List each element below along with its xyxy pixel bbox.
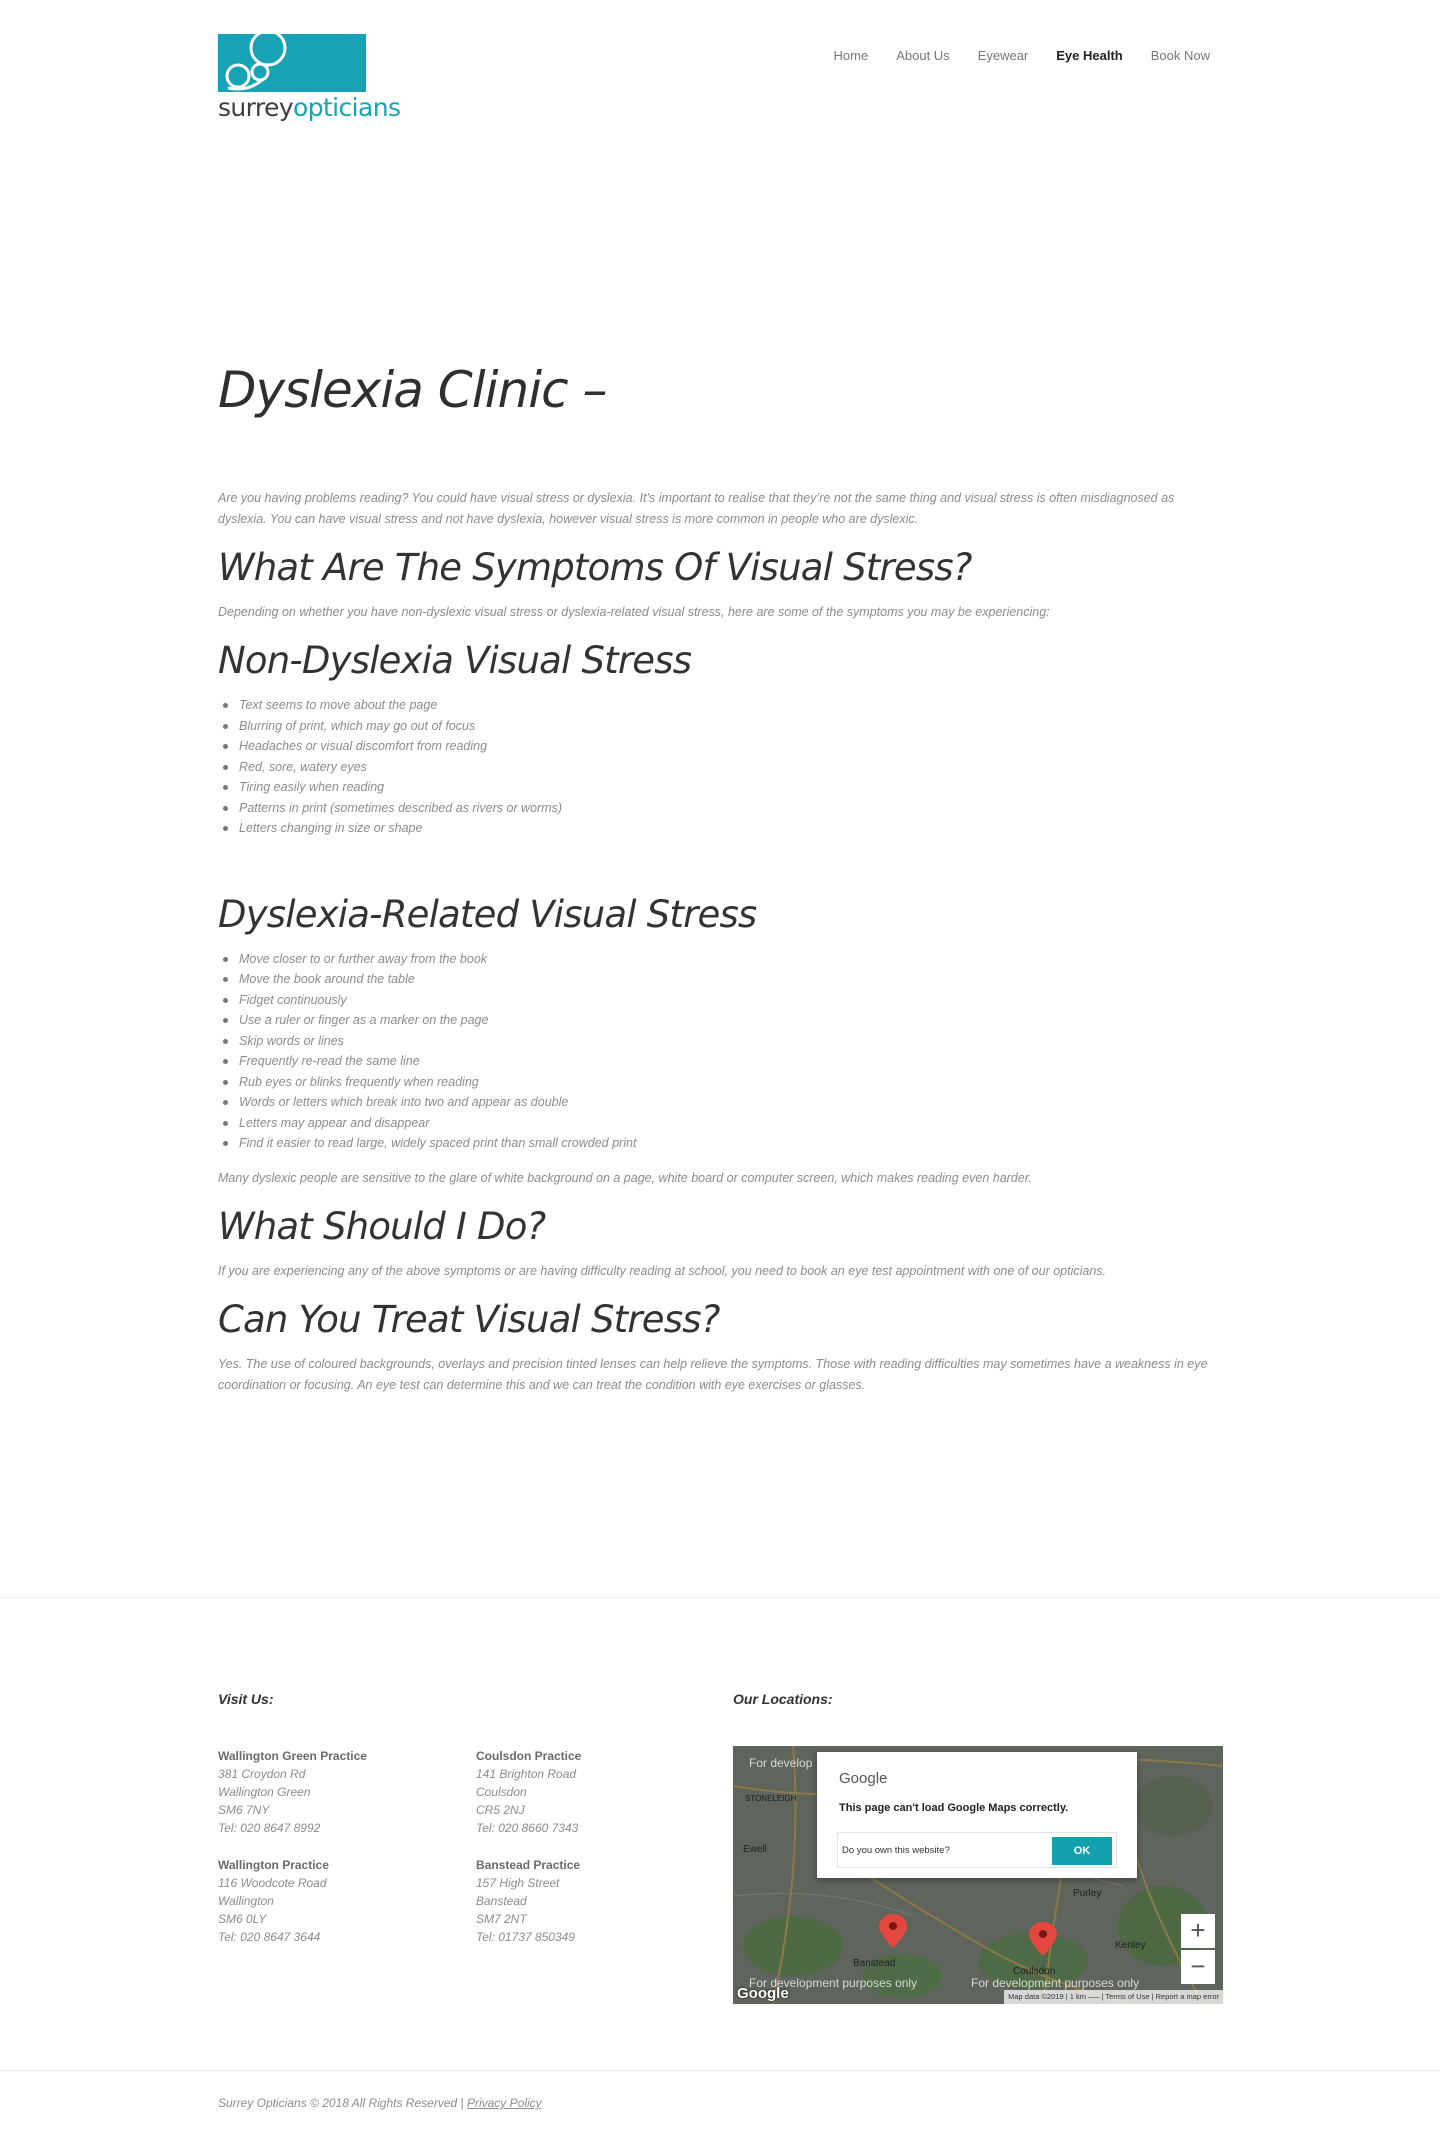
practice-phone: Tel: 020 8647 8992 [218,1821,321,1835]
ok-button[interactable]: OK [1052,1837,1112,1865]
copyright-text: Surrey Opticians © 2018 All Rights Reserved | [218,2096,464,2110]
list-item: Skip words or lines [221,1031,1222,1052]
footer-bottom-divider [0,2070,1440,2071]
nav-eyewear[interactable]: Eyewear [977,48,1029,63]
locations-map[interactable] [733,1746,1223,2004]
main-nav [806,48,1210,63]
footer-divider [0,1597,1440,1598]
logo-text-opticians: opticians [293,93,401,122]
map-place-label: Kenley [1115,1940,1146,1951]
zoom-out-button[interactable]: − [1181,1950,1215,1984]
practice-postcode: SM7 2NT [476,1912,527,1926]
map-dev-overlay: For development purposes only [749,1976,918,1990]
list-item: Rub eyes or blinks frequently when reading [221,1072,1222,1093]
nav-home[interactable]: Home [833,48,869,63]
list-item: Frequently re-read the same line [221,1051,1222,1072]
list-item: Move the book around the table [221,969,1222,990]
map-dev-overlay: For develop [749,1756,813,1770]
practice-address-line: 381 Croydon Rd [218,1767,306,1781]
practice-name: Coulsdon Practice [476,1749,582,1763]
list-item: Use a ruler or finger as a marker on the page [221,1010,1222,1031]
practice-address-line: 141 Brighton Road [476,1767,577,1781]
google-mark[interactable]: Google [737,1985,789,2002]
maps-error-dialog [817,1752,1137,1878]
nav-book-now[interactable]: Book Now [1150,48,1210,63]
list-item: Move closer to or further away from the book [221,949,1222,970]
practice-phone: Tel: 020 8647 3644 [218,1930,321,1944]
intro-paragraph: Are you having problems reading? You could have visual stress or dyslexia. It’s important to realise that they’re not the same thing and visual stress is often misdiagnosed as dyslexia. You can have visual stress and not have dyslexia, however visual stress is more common in people who are dyslexic. [218,491,1175,526]
dyslexia-related-list [221,949,1222,1154]
map-place-label: Ewell [743,1844,767,1855]
map-dev-overlay: For development purposes only [971,1976,1140,1990]
practice-address-line: 116 Woodcote Road [218,1876,327,1890]
site-header [0,0,1440,140]
practice-coulsdon [476,1747,706,1837]
practice-postcode: CR5 2NJ [476,1803,525,1817]
practice-name: Banstead Practice [476,1858,581,1872]
practice-name: Wallington Practice [218,1858,329,1872]
non-dyslexia-list [221,695,1222,839]
practice-address-line: Wallington [218,1894,274,1908]
practice-phone: Tel: 01737 850349 [476,1930,575,1944]
maps-error-row [837,1832,1117,1868]
list-item: Headaches or visual discomfort from reading [221,736,1222,757]
zoom-in-button[interactable]: + [1181,1914,1215,1948]
symptoms-paragraph: Depending on whether you have non-dyslexic visual stress or dyslexia-related visual stress, here are some of the symptoms you may be experiencing: [218,605,1050,619]
google-logo: Google [839,1770,888,1787]
practice-wallington-green [218,1747,448,1837]
what-should-i-do-paragraph: If you are experiencing any of the above symptoms or are having difficulty reading at school, you need to book an eye test appointment with one of our opticians. [218,1263,1107,1278]
symptoms-heading: What Are The Symptoms Of Visual Stress? [218,546,972,589]
logo-wordmark [218,94,400,122]
map-place-label: Banstead [853,1958,896,1969]
own-website-question: Do you own this website? [842,1845,950,1856]
map-place-label: Purley [1073,1888,1102,1899]
list-item: Find it easier to read large, widely spaced print than small crowded print [221,1133,1222,1154]
practice-postcode: SM6 0LY [218,1912,267,1926]
what-should-i-do-heading: What Should I Do? [218,1204,546,1248]
list-item: Fidget continuously [221,990,1222,1011]
map-place-label: Coulsdon [1013,1966,1056,1977]
practice-wallington [218,1856,448,1946]
map-attribution[interactable]: Map data ©2019 | 1 km ⎯⎯⎯ | Terms of Use | Report a map error [1004,1990,1223,2004]
nav-about-us[interactable]: About Us [896,48,950,63]
practice-address-line: 157 High Street [476,1876,560,1890]
visit-us-heading: Visit Us: [218,1691,274,1707]
list-item: Words or letters which break into two and appear as double [221,1092,1222,1113]
practice-phone: Tel: 020 8660 7343 [476,1821,579,1835]
maps-error-message: This page can't load Google Maps correctly. [839,1802,1069,1814]
practice-banstead [476,1856,706,1946]
list-item: Letters may appear and disappear [221,1113,1222,1134]
dyslexia-related-heading: Dyslexia-Related Visual Stress [218,892,757,936]
list-item: Text seems to move about the page [221,695,1222,716]
treat-heading: Can You Treat Visual Stress? [218,1297,720,1341]
page-title: Dyslexia Clinic – [218,361,607,419]
nav-eye-health[interactable]: Eye Health [1056,48,1123,63]
list-item: Red, sore, watery eyes [221,757,1222,778]
logo-text-surrey: surrey [218,93,294,122]
glare-paragraph: Many dyslexic people are sensitive to the glare of white background on a page, white board or computer screen, which makes reading even harder. [218,1170,1032,1185]
practice-address-line: Banstead [476,1894,527,1908]
list-item: Tiring easily when reading [221,777,1222,798]
list-item: Blurring of print, which may go out of focus [221,716,1222,737]
main-content [218,360,1222,1396]
treat-paragraph: Yes. The use of coloured backgrounds, overlays and precision tinted lenses can help relieve the symptoms. Those with reading difficulties may sometimes have a weakness in eye coordination or focusing. An eye test can determine this and we can treat the condition with eye exercises or glasses. [218,1356,1208,1392]
practice-address-line: Coulsdon [476,1785,527,1799]
site-logo[interactable] [218,34,401,124]
our-locations-heading: Our Locations: [733,1691,833,1707]
list-item: Patterns in print (sometimes described as rivers or worms) [221,798,1222,819]
logo-mark [218,34,366,92]
practice-address-line: Wallington Green [218,1785,311,1799]
non-dyslexia-heading: Non-Dyslexia Visual Stress [218,639,692,682]
copyright [218,2096,542,2110]
practice-name: Wallington Green Practice [218,1749,367,1763]
privacy-policy-link[interactable]: Privacy Policy [466,2096,542,2110]
list-item: Letters changing in size or shape [221,818,1222,839]
map-place-label: STONELEIGH [745,1794,797,1803]
practice-postcode: SM6 7NY [218,1803,270,1817]
